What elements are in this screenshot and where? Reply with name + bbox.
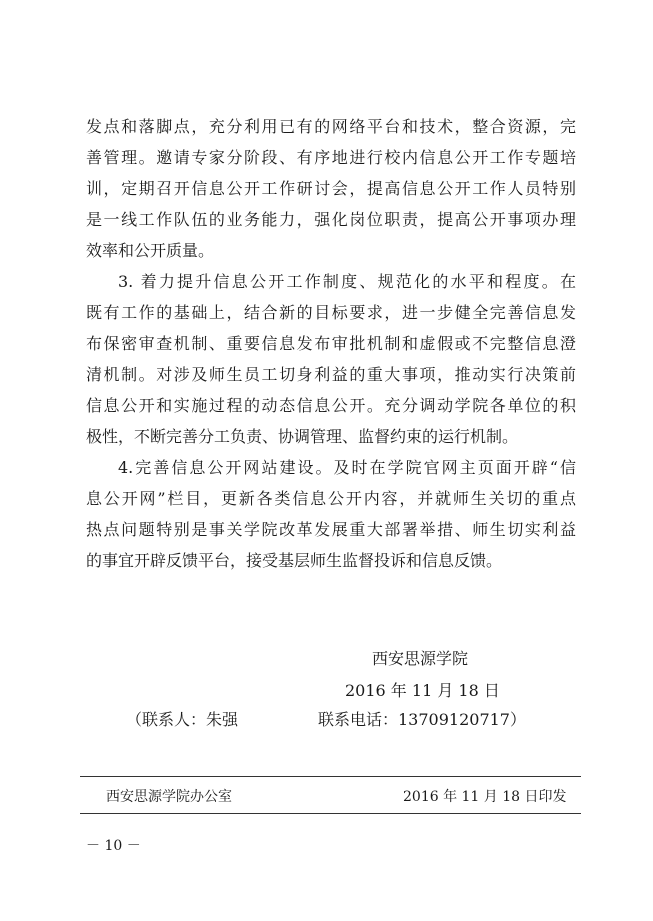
body-line: 4.完善信息公开网站建设。及时在学院官网主页面开辟“信 [118,458,576,477]
body-line: 善管理。邀请专家分阶段、有序地进行校内信息公开工作专题培 [86,148,576,167]
body-line: 是一线工作队伍的业务能力，强化岗位职责，提高公开事项办理 [86,210,576,229]
body-line: 的事宜开辟反馈平台，接受基层师生监督投诉和信息反馈。 [86,551,503,570]
body-line: 效率和公开质量。 [86,241,215,260]
signature-date: 2016 年 11 月 18 日 [345,681,500,700]
body-line: 热点问题特别是事关学院改革发展重大部署举措、师生切实利益 [86,520,576,539]
page-number: － 10 － [86,838,141,854]
body-line: 信息公开和实施过程的动态信息公开。充分调动学院各单位的积 [86,396,576,415]
body-line: 训，定期召开信息公开工作研讨会，提高信息公开工作人员特别 [86,179,576,198]
contact-phone: 联系电话：13709120717） [318,710,526,729]
body-line: 布保密审查机制、重要信息发布审批机制和虚假或不完整信息澄 [86,334,576,353]
body-line: 3. 着力提升信息公开工作制度、规范化的水平和程度。在 [118,272,576,291]
body-line: 既有工作的基础上，结合新的目标要求，进一步健全完善信息发 [86,303,576,322]
body-line: 极性，不断完善分工负责、协调管理、监督约束的运行机制。 [86,427,519,446]
contact-person: （联系人：朱强 [126,710,239,729]
body-line: 清机制。对涉及师生员工切身利益的重大事项，推动实行决策前 [86,365,576,384]
footer-issuer: 西安思源学院办公室 [106,789,232,805]
footer-top-rule [80,776,581,777]
footer-bottom-rule [80,813,581,814]
signature-organization: 西安思源学院 [372,649,469,668]
footer-print-date: 2016 年 11 月 18 日印发 [403,789,567,805]
body-line: 息公开网”栏目，更新各类信息公开内容，并就师生关切的重点 [86,489,576,508]
body-line: 发点和落脚点，充分利用已有的网络平台和技术，整合资源，完 [86,117,576,136]
